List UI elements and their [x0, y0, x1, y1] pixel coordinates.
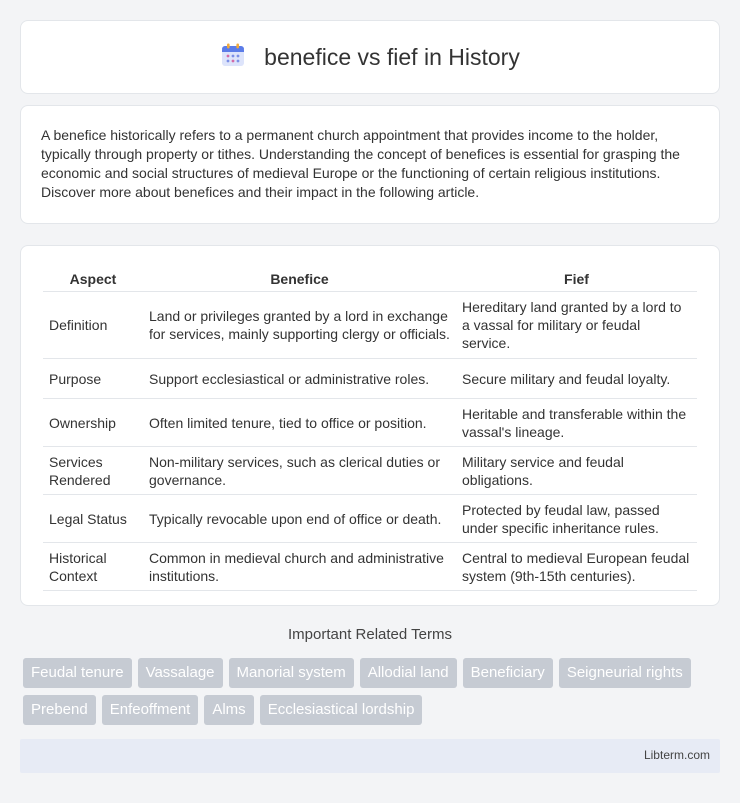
table-row [43, 543, 697, 591]
row-benefice: Common in medieval church and administrative institutions. [143, 543, 456, 591]
table-header-row [43, 264, 697, 292]
header-aspect: Aspect [43, 264, 143, 292]
term-tag[interactable]: Seigneurial rights [559, 658, 691, 688]
row-benefice: Land or privileges granted by a lord in exchange for services, mainly supporting clergy or officials. [143, 292, 456, 359]
row-aspect: Services Rendered [43, 447, 143, 495]
row-fief: Secure military and feudal loyalty. [456, 359, 697, 399]
term-tag[interactable]: Allodial land [360, 658, 457, 688]
term-tag[interactable]: Beneficiary [463, 658, 553, 688]
header-fief: Fief [456, 264, 697, 292]
row-fief: Hereditary land granted by a lord to a vassal for military or feudal service. [456, 292, 697, 359]
row-benefice: Often limited tenure, tied to office or position. [143, 399, 456, 447]
row-benefice: Non-military services, such as clerical duties or governance. [143, 447, 456, 495]
related-terms-heading: Important Related Terms [288, 626, 452, 643]
footer-brand-link[interactable]: Libterm.com [643, 748, 710, 762]
row-fief: Protected by feudal law, passed under specific inheritance rules. [456, 495, 697, 543]
header-card [20, 20, 720, 94]
table-row [43, 495, 697, 543]
term-tag[interactable]: Enfeoffment [102, 695, 199, 725]
row-fief: Heritable and transferable within the vassal's lineage. [456, 399, 697, 447]
intro-text: A benefice historically refers to a permanent church appointment that provides income to the holder, typically through property or tithes. Understanding the concept of benefices is essential for grasping the economic and social structures of medieval Europe or the functioning of certain religious institutions. Discover more about benefices and their impact in the following article. [41, 127, 680, 200]
comparison-table-card [20, 245, 720, 606]
row-benefice: Support ecclesiastical or administrative roles. [143, 359, 456, 399]
term-tag[interactable]: Vassalage [138, 658, 223, 688]
row-aspect: Historical Context [43, 543, 143, 591]
intro-card [20, 105, 720, 224]
page-title: benefice vs fief in History [264, 43, 520, 70]
term-tag[interactable]: Prebend [23, 695, 96, 725]
row-fief: Military service and feudal obligations. [456, 447, 697, 495]
calendar-icon [220, 42, 246, 73]
row-benefice: Typically revocable upon end of office or death. [143, 495, 456, 543]
row-aspect: Definition [43, 292, 143, 359]
table-row [43, 292, 697, 359]
header-benefice: Benefice [143, 264, 456, 292]
related-terms-list [23, 658, 723, 725]
row-fief: Central to medieval European feudal system (9th-15th centuries). [456, 543, 697, 591]
table-row [43, 399, 697, 447]
term-tag[interactable]: Ecclesiastical lordship [260, 695, 423, 725]
table-row [43, 447, 697, 495]
comparison-table [43, 264, 697, 591]
row-aspect: Purpose [43, 359, 143, 399]
row-aspect: Legal Status [43, 495, 143, 543]
table-row [43, 359, 697, 399]
term-tag[interactable]: Feudal tenure [23, 658, 132, 688]
row-aspect: Ownership [43, 399, 143, 447]
term-tag[interactable]: Alms [204, 695, 253, 725]
footer [20, 739, 720, 773]
title-wrap [220, 42, 520, 73]
term-tag[interactable]: Manorial system [229, 658, 354, 688]
